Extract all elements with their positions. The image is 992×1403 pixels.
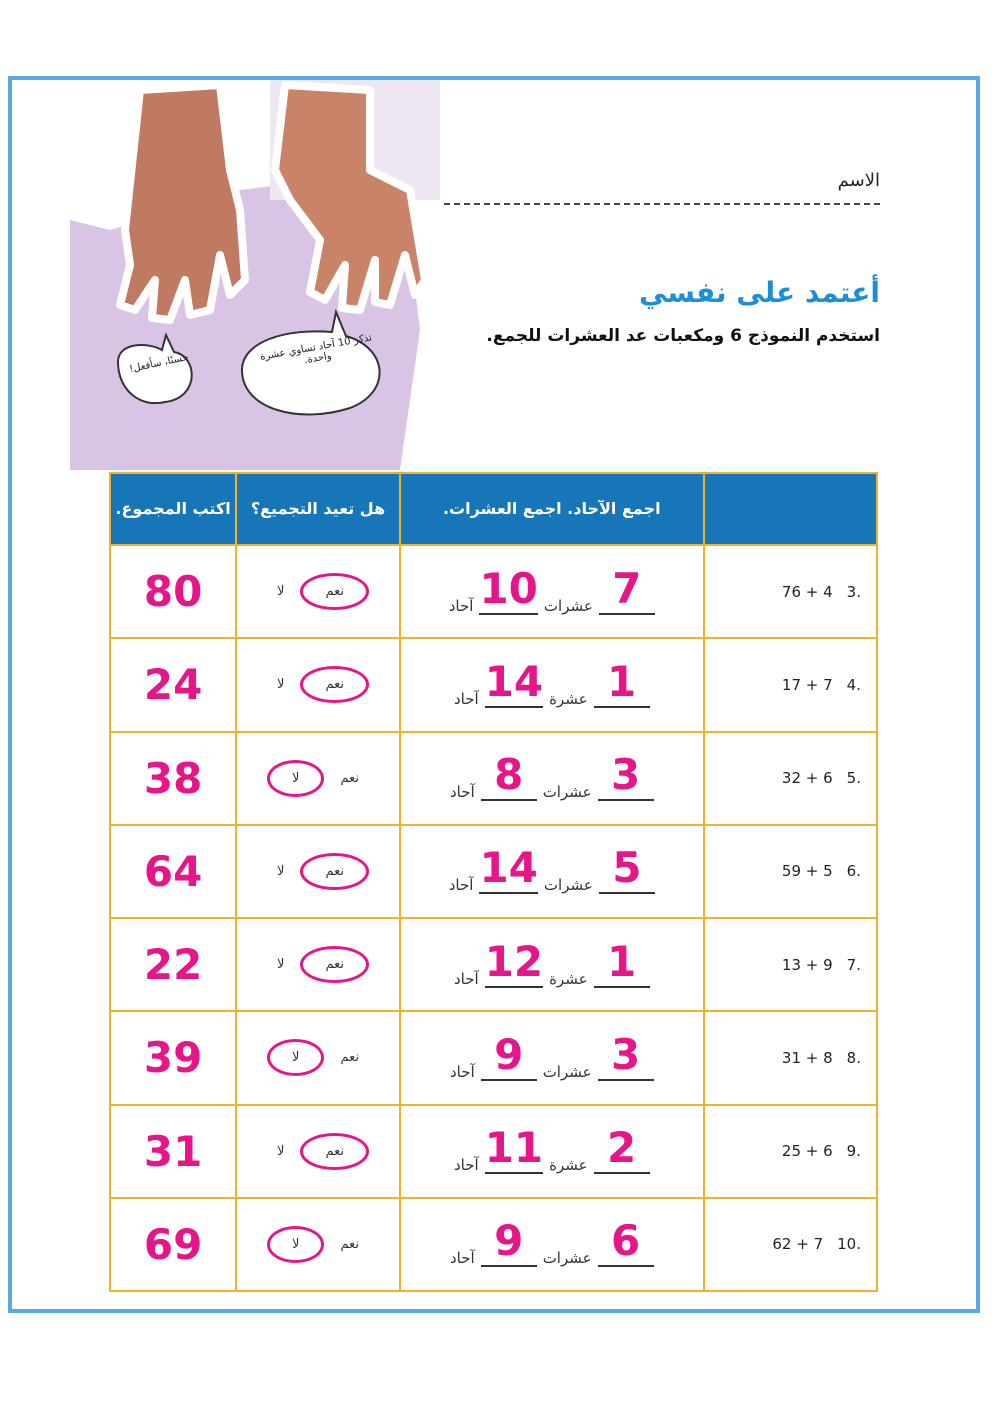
ones-answer[interactable]: 14 (479, 843, 538, 893)
ones-answer[interactable]: 14 (484, 656, 544, 706)
option-yes[interactable]: نعم (300, 573, 369, 610)
tens-label: عشرات (542, 1062, 592, 1081)
tens-label: عشرات (542, 783, 592, 802)
instructions: استخدم النموذج 6 ومكعبات عد العشرات للجمع. (486, 326, 880, 346)
regroup-cell (236, 825, 400, 918)
work-cell (400, 1105, 704, 1198)
name-label: الاسم (837, 170, 880, 191)
work-cell (400, 545, 704, 638)
option-yes[interactable]: نعم (300, 853, 369, 890)
tens-answer[interactable]: 3 (598, 751, 654, 801)
tens-label: عشرات (543, 596, 593, 615)
work-cell (400, 1198, 704, 1291)
regroup-cell (236, 1198, 400, 1291)
problem-cell (704, 732, 877, 825)
problem-expression: 59 + 5 (781, 862, 833, 881)
regroup-cell (236, 918, 400, 1011)
problem-number: .9 (846, 1142, 861, 1161)
problem-number: .8 (846, 1048, 861, 1067)
problem-expression: 17 + 7 (781, 675, 833, 694)
option-yes[interactable]: نعم (300, 1133, 369, 1170)
ones-label: آحاد (453, 969, 479, 988)
sum-answer[interactable]: 31 (110, 1105, 236, 1198)
sum-answer[interactable]: 38 (110, 732, 236, 825)
regroup-cell (236, 732, 400, 825)
table-row (110, 918, 877, 1011)
regroup-cell (236, 1011, 400, 1104)
page-title: أعتمد على نفسي (639, 276, 880, 309)
regroup-cell (236, 545, 400, 638)
ones-answer[interactable]: 9 (481, 1217, 537, 1267)
option-yes[interactable]: نعم (300, 946, 369, 983)
worksheet-table (109, 472, 878, 1292)
table-row (110, 825, 877, 918)
option-no[interactable]: لا (277, 863, 285, 879)
tens-answer[interactable]: 7 (599, 565, 655, 615)
table-row (110, 1105, 877, 1198)
name-field[interactable] (444, 203, 880, 205)
ones-label: آحاد (453, 1156, 479, 1175)
regroup-cell (236, 638, 400, 731)
tens-answer[interactable]: 1 (594, 938, 650, 988)
work-cell (400, 1011, 704, 1104)
table-row (110, 638, 877, 731)
problem-cell (704, 545, 877, 638)
speech-bubble-left: حسنًا، سأفعل! (128, 351, 190, 376)
regroup-cell (236, 1105, 400, 1198)
tens-answer[interactable]: 3 (598, 1031, 654, 1081)
option-no[interactable]: لا (277, 1143, 285, 1159)
problem-number: .5 (846, 769, 861, 788)
problem-expression: 62 + 7 (772, 1235, 824, 1254)
problem-expression: 31 + 8 (781, 1048, 833, 1067)
ones-answer[interactable]: 11 (484, 1123, 544, 1173)
header-sum: اكتب المجموع. (110, 473, 236, 545)
header-problem (704, 473, 877, 545)
problem-cell (704, 638, 877, 731)
work-cell (400, 732, 704, 825)
work-cell (400, 918, 704, 1011)
ones-answer[interactable]: 9 (481, 1031, 537, 1081)
sum-answer[interactable]: 69 (110, 1198, 236, 1291)
ones-label: آحاد (453, 689, 479, 708)
header-row (110, 473, 877, 545)
sum-answer[interactable]: 80 (110, 545, 236, 638)
copyright-note (925, 980, 945, 1250)
problem-expression: 32 + 6 (781, 769, 833, 788)
header-add: اجمع الآحاد. اجمع العشرات. (400, 473, 704, 545)
ones-label: آحاد (449, 1062, 475, 1081)
problem-expression: 76 + 4 (781, 582, 833, 601)
ones-answer[interactable]: 8 (481, 751, 537, 801)
problem-expression: 25 + 6 (781, 1142, 833, 1161)
option-no[interactable]: لا (267, 1226, 324, 1263)
ones-answer[interactable]: 12 (484, 936, 544, 986)
sum-answer[interactable]: 39 (110, 1011, 236, 1104)
option-no[interactable]: لا (277, 957, 285, 973)
problem-number: .10 (837, 1235, 861, 1254)
ones-label: آحاد (448, 876, 474, 895)
problem-number: .3 (846, 582, 861, 601)
table-row (110, 1198, 877, 1291)
tens-answer[interactable]: 1 (594, 658, 650, 708)
tens-label: عشرات (542, 1249, 592, 1268)
option-yes[interactable]: نعم (340, 1236, 359, 1252)
problem-cell (704, 1198, 877, 1291)
sum-answer[interactable]: 24 (110, 638, 236, 731)
option-no[interactable]: لا (267, 1039, 324, 1076)
table-row (110, 545, 877, 638)
tens-label: عشرات (543, 876, 593, 895)
option-yes[interactable]: نعم (340, 1050, 359, 1066)
sum-answer[interactable]: 64 (110, 825, 236, 918)
tens-answer[interactable]: 2 (594, 1124, 650, 1174)
problem-cell (704, 1011, 877, 1104)
option-yes[interactable]: نعم (340, 770, 359, 786)
ones-label: آحاد (448, 596, 474, 615)
ones-label: آحاد (449, 1249, 475, 1268)
speech-bubble-right: تذكر 10 آحاد تساوي عشرة واحدة. (259, 332, 373, 367)
work-cell (400, 638, 704, 731)
ones-label: آحاد (449, 783, 475, 802)
tens-label: عشرة (549, 689, 588, 708)
problem-number: .7 (846, 955, 861, 974)
table-row (110, 1011, 877, 1104)
option-no[interactable]: لا (277, 677, 285, 693)
problem-cell (704, 918, 877, 1011)
tens-answer[interactable]: 6 (598, 1217, 654, 1267)
tens-label: عشرة (549, 969, 588, 988)
hands-photo (70, 80, 460, 470)
header-regroup: هل تعيد التجميع؟ (236, 473, 400, 545)
ones-answer[interactable]: 10 (479, 563, 538, 613)
tens-answer[interactable]: 5 (599, 844, 655, 894)
table-row (110, 732, 877, 825)
problem-cell (704, 825, 877, 918)
sum-answer[interactable]: 22 (110, 918, 236, 1011)
option-no[interactable]: لا (267, 760, 324, 797)
problem-number: .4 (846, 675, 861, 694)
problem-number: .6 (846, 862, 861, 881)
tens-label: عشرة (549, 1156, 588, 1175)
problem-cell (704, 1105, 877, 1198)
work-cell (400, 825, 704, 918)
problem-expression: 13 + 9 (781, 955, 833, 974)
option-no[interactable]: لا (277, 584, 285, 600)
option-yes[interactable]: نعم (300, 666, 369, 703)
